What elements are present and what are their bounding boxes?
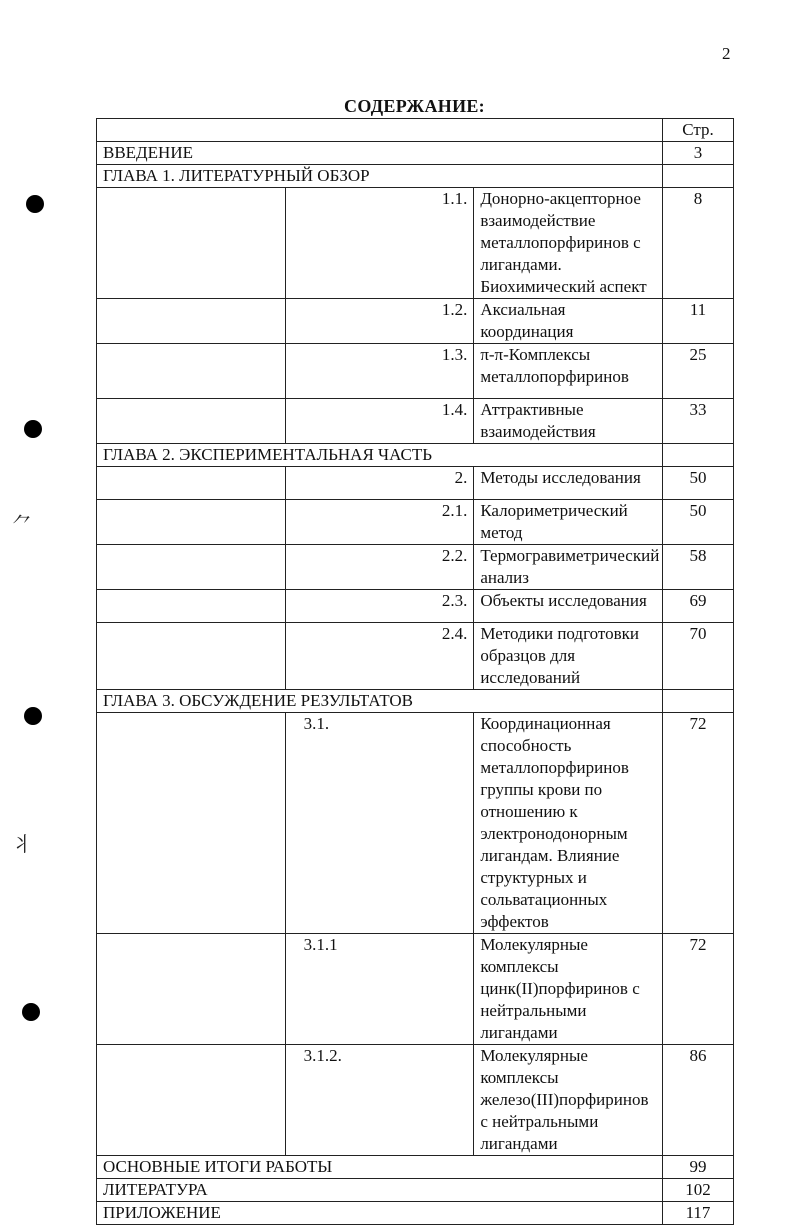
toc-row-section [97, 467, 734, 500]
indent-cell [97, 467, 286, 500]
section-page: 8 [663, 188, 734, 299]
literature-label: ЛИТЕРАТУРА [97, 1179, 663, 1202]
section-number: 2. [285, 467, 474, 500]
toc-row-section [97, 344, 734, 399]
toc-row-chapter-3 [97, 690, 734, 713]
punch-hole [24, 707, 42, 725]
toc-row-section [97, 590, 734, 623]
section-page: 50 [663, 467, 734, 500]
section-title: Аттрактивные взаимодействия [474, 399, 663, 444]
section-number: 2.4. [285, 623, 474, 690]
section-number: 1.1. [285, 188, 474, 299]
punch-hole [24, 420, 42, 438]
indent-cell [97, 713, 286, 934]
appendix-page: 117 [663, 1202, 734, 1225]
section-title: Координационная способность металлопорфиринов группы крови по отношению к электронодонорным лигандам. Влияние структурных и сольватационных эффектов [474, 713, 663, 934]
scan-mark: ⺈ [12, 514, 32, 536]
section-page: 69 [663, 590, 734, 623]
indent-cell [97, 299, 286, 344]
section-page: 86 [663, 1045, 734, 1156]
indent-cell [97, 590, 286, 623]
indent-cell [97, 1045, 286, 1156]
section-number: 1.4. [285, 399, 474, 444]
scan-mark: ⺦ [12, 834, 32, 856]
appendix-label: ПРИЛОЖЕНИЕ [97, 1202, 663, 1225]
section-page: 58 [663, 545, 734, 590]
chapter-1-label: ГЛАВА 1. ЛИТЕРАТУРНЫЙ ОБЗОР [97, 165, 663, 188]
chapter-3-label: ГЛАВА 3. ОБСУЖДЕНИЕ РЕЗУЛЬТАТОВ [97, 690, 663, 713]
chapter-3-page [663, 690, 734, 713]
section-title: Объекты исследования [474, 590, 663, 623]
section-title: Методики подготовки образцов для исследований [474, 623, 663, 690]
page-column-header: Стр. [663, 119, 734, 142]
toc-row-section [97, 500, 734, 545]
indent-cell [97, 188, 286, 299]
toc-row-chapter-2 [97, 444, 734, 467]
chapter-2-page [663, 444, 734, 467]
section-title: Калориметрический метод [474, 500, 663, 545]
section-title: Молекулярные комплексы железо(III)порфиринов с нейтральными лигандами [474, 1045, 663, 1156]
section-page: 11 [663, 299, 734, 344]
page-title: СОДЕРЖАНИЕ: [344, 96, 485, 116]
toc-header-row [97, 119, 734, 142]
section-number: 1.3. [285, 344, 474, 399]
punch-hole [22, 1003, 40, 1021]
indent-cell [97, 344, 286, 399]
toc-row-section [97, 188, 734, 299]
punch-hole [26, 195, 44, 213]
section-number: 3.1. [285, 713, 474, 934]
table-of-contents [96, 118, 734, 1225]
page-number: 2 [722, 44, 731, 63]
section-title: π-π-Комплексы металлопорфиринов [474, 344, 663, 399]
toc-row-section [97, 299, 734, 344]
section-page: 72 [663, 713, 734, 934]
indent-cell [97, 500, 286, 545]
indent-cell [97, 545, 286, 590]
indent-cell [97, 623, 286, 690]
toc-row-intro [97, 142, 734, 165]
indent-cell [97, 399, 286, 444]
toc-row-appendix [97, 1202, 734, 1225]
summary-page: 99 [663, 1156, 734, 1179]
section-number: 3.1.2. [285, 1045, 474, 1156]
section-page: 25 [663, 344, 734, 399]
indent-cell [97, 934, 286, 1045]
section-title: Методы исследования [474, 467, 663, 500]
section-number: 2.2. [285, 545, 474, 590]
toc-row-section [97, 713, 734, 934]
section-title: Аксиальная координация [474, 299, 663, 344]
toc-row-section [97, 399, 734, 444]
literature-page: 102 [663, 1179, 734, 1202]
section-page: 50 [663, 500, 734, 545]
intro-label: ВВЕДЕНИЕ [97, 142, 663, 165]
chapter-1-page [663, 165, 734, 188]
toc-row-section [97, 623, 734, 690]
section-number: 1.2. [285, 299, 474, 344]
section-number: 3.1.1 [285, 934, 474, 1045]
section-number: 2.3. [285, 590, 474, 623]
section-page: 72 [663, 934, 734, 1045]
toc-row-literature [97, 1179, 734, 1202]
section-title: Донорно-акцепторное взаимодействие металлопорфиринов с лигандами. Биохимический аспект [474, 188, 663, 299]
toc-row-section [97, 545, 734, 590]
toc-row-section [97, 1045, 734, 1156]
toc-row-summary [97, 1156, 734, 1179]
toc-row-section [97, 934, 734, 1045]
chapter-2-label: ГЛАВА 2. ЭКСПЕРИМЕНТАЛЬНАЯ ЧАСТЬ [97, 444, 663, 467]
section-title: Термогравиметрический анализ [474, 545, 663, 590]
toc-row-chapter-1 [97, 165, 734, 188]
header-blank-cell [97, 119, 663, 142]
summary-label: ОСНОВНЫЕ ИТОГИ РАБОТЫ [97, 1156, 663, 1179]
section-page: 33 [663, 399, 734, 444]
section-title: Молекулярные комплексы цинк(II)порфиринов с нейтральными лигандами [474, 934, 663, 1045]
section-page: 70 [663, 623, 734, 690]
section-number: 2.1. [285, 500, 474, 545]
intro-page: 3 [663, 142, 734, 165]
